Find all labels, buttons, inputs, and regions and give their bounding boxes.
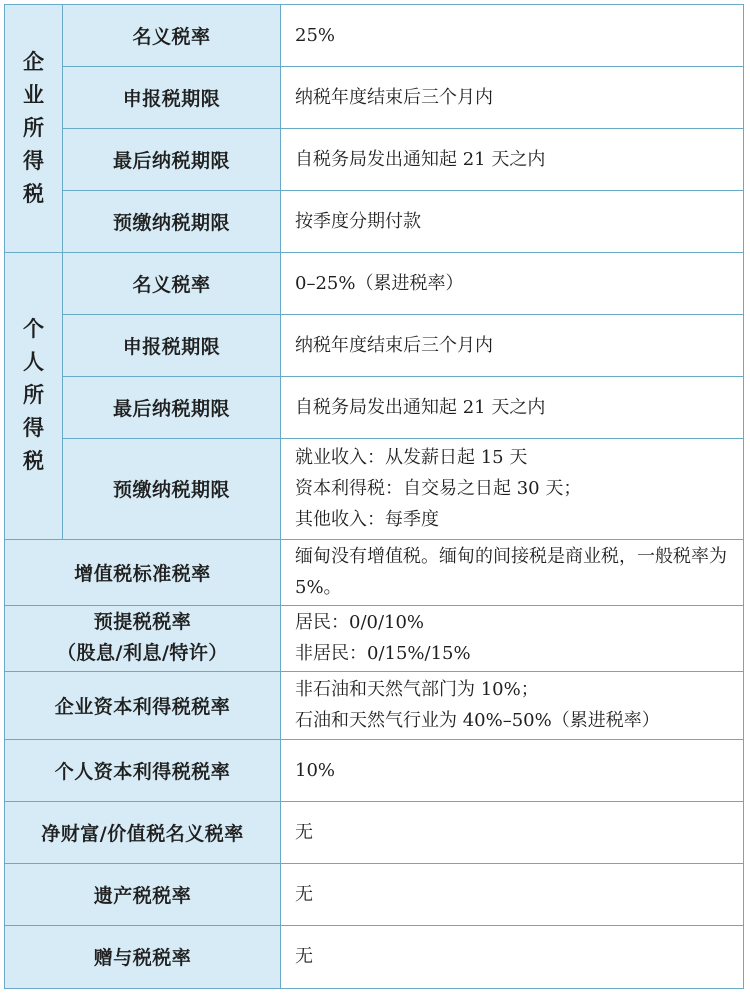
row-value: 无 <box>281 863 744 925</box>
table-row <box>5 315 744 377</box>
table-row <box>5 253 744 315</box>
row-value: 缅甸没有增值税。缅甸的间接税是商业税，一般税率为 5%。 <box>281 539 744 605</box>
row-label: 企业资本利得税税率 <box>5 671 281 739</box>
row-label: 个人资本利得税税率 <box>5 739 281 801</box>
table-row <box>5 191 744 253</box>
table-row <box>5 377 744 439</box>
row-value: 按季度分期付款 <box>281 191 744 253</box>
row-value: 自税务局发出通知起 21 天之内 <box>281 377 744 439</box>
row-value: 自税务局发出通知起 21 天之内 <box>281 129 744 191</box>
row-label: 赠与税税率 <box>5 925 281 988</box>
row-label: 遗产税税率 <box>5 863 281 925</box>
row-value: 纳税年度结束后三个月内 <box>281 315 744 377</box>
row-label: 最后纳税期限 <box>63 129 281 191</box>
row-label: 名义税率 <box>63 5 281 67</box>
personal-income-tax-group-label: 个人所得税 <box>5 253 63 539</box>
row-value: 25% <box>281 5 744 67</box>
table-row <box>5 739 744 801</box>
row-value: 10% <box>281 739 744 801</box>
table-row <box>5 5 744 67</box>
corporate-income-tax-group-label: 企业所得税 <box>5 5 63 253</box>
table-row <box>5 925 744 988</box>
row-value: 0–25%（累进税率） <box>281 253 744 315</box>
table-row <box>5 605 744 671</box>
row-label: 预缴纳税期限 <box>63 439 281 539</box>
row-label: 申报税期限 <box>63 67 281 129</box>
table-row <box>5 863 744 925</box>
table-row <box>5 67 744 129</box>
table-row <box>5 129 744 191</box>
row-label: 增值税标准税率 <box>5 539 281 605</box>
table-row <box>5 539 744 605</box>
row-label: 名义税率 <box>63 253 281 315</box>
row-value: 就业收入：从发薪日起 15 天 资本利得税：自交易之日起 30 天； 其他收入：每季度 <box>281 439 744 539</box>
table-row <box>5 801 744 863</box>
row-label: 预提税税率 （股息/利息/特许） <box>5 605 281 671</box>
table-row <box>5 671 744 739</box>
row-label: 净财富/价值税名义税率 <box>5 801 281 863</box>
row-value: 非石油和天然气部门为 10%； 石油和天然气行业为 40%–50%（累进税率） <box>281 671 744 739</box>
row-value: 无 <box>281 801 744 863</box>
row-value: 无 <box>281 925 744 988</box>
table-row <box>5 439 744 539</box>
tax-rate-table <box>4 4 744 989</box>
row-label: 最后纳税期限 <box>63 377 281 439</box>
row-value: 纳税年度结束后三个月内 <box>281 67 744 129</box>
row-label: 预缴纳税期限 <box>63 191 281 253</box>
row-value: 居民：0/0/10% 非居民：0/15%/15% <box>281 605 744 671</box>
row-label: 申报税期限 <box>63 315 281 377</box>
